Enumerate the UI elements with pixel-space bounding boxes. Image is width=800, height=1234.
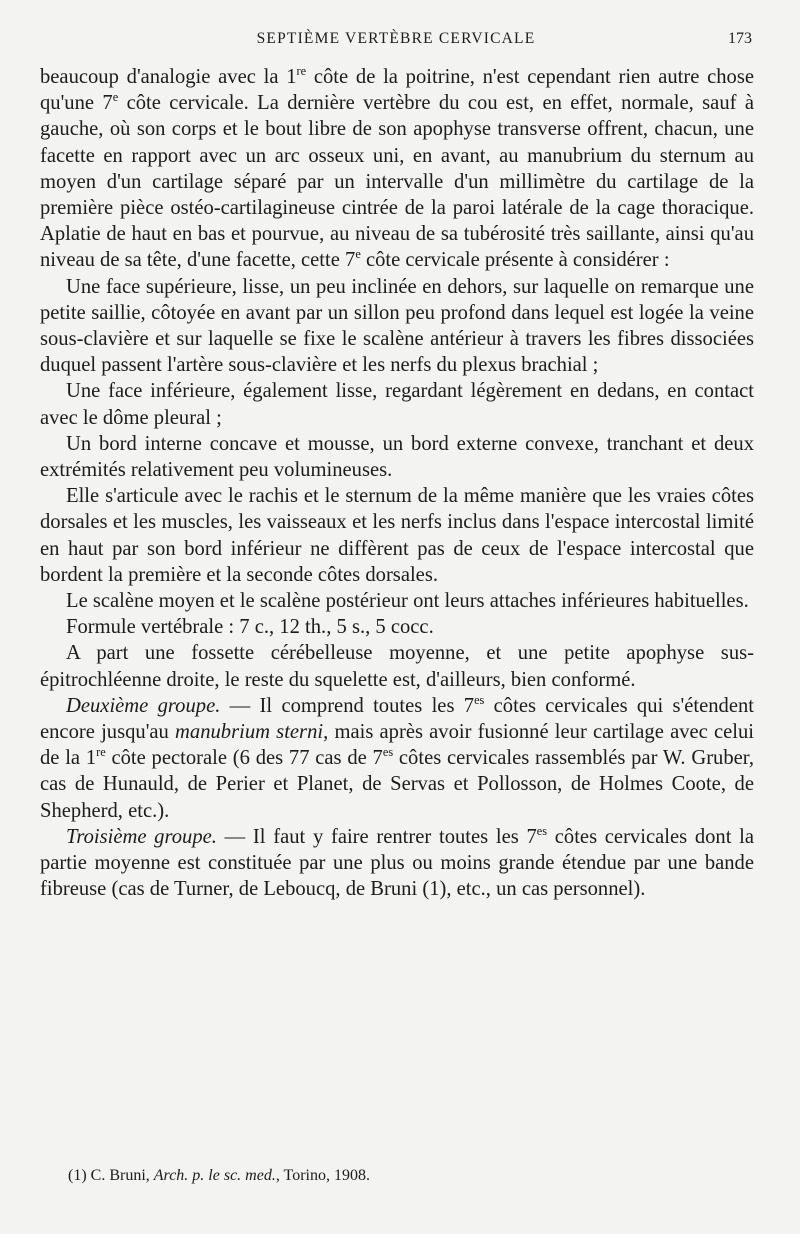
text-run: , mais après avoir fusionné leur cartilage avec celui de la 1 [40, 721, 754, 770]
paragraph [40, 614, 754, 640]
superscript: re [296, 63, 307, 78]
paragraph [40, 431, 754, 483]
text-run: — Il faut y faire rentrer toutes les 7 [216, 825, 537, 848]
body-text [40, 64, 754, 903]
italic-text: manubrium sterni [175, 721, 324, 744]
paragraph [40, 693, 754, 824]
superscript: e [355, 247, 361, 262]
page-number: 173 [728, 30, 752, 47]
footnote [40, 1165, 754, 1187]
text-run: — Il comprend toutes les 7 [220, 694, 475, 717]
paragraph [40, 824, 754, 903]
text-run: côtes cervicales dont la partie moyenne est constituée par une plus ou moins grande étendue par une bande fibreuse (cas de Turner, de Leboucq, de Bruni (1), etc., un cas personnel). [40, 825, 755, 901]
text-run: côte cervicale. La dernière vertèbre du cou est, en effet, normale, sauf à gauche, où son corps et le bout libre de son apophyse transverse offrent, chacun, une facette en rapport avec un arc osseux uni, en avant, au manubrium du sternum au moyen d'un cartilage séparé par un intervalle d'un millimètre du cartilage de la première pièce ostéo-cartilagineuse cintrée de la paroi latérale de la cage thoracique. Aplatie de haut en bas et pourvue, au niveau de sa tubérosité très saillante, ainsi qu'au niveau de sa tête, d'une facette, cette 7 [40, 92, 754, 272]
running-head [40, 30, 752, 54]
text-run: Le scalène moyen et le scalène postérieur ont leurs attaches inférieures habituelles. [66, 590, 749, 613]
paragraph [40, 483, 754, 588]
superscript: es [382, 745, 394, 760]
paragraph [40, 640, 754, 692]
text-run: Elle s'articule avec le rachis et le sternum de la même manière que les vraies côtes dorsales et les muscles, les vaisseaux et les nerfs inclus dans l'espace intercostal limité en haut par son bord inférieur ne diffèrent pas de ceux de l'espace intercostal que bordent la première et la seconde côtes dorsales. [40, 485, 754, 586]
italic-text: Arch. p. le sc. med. [153, 1167, 276, 1184]
superscript: re [96, 745, 106, 760]
text-run: côte de la poitrine, n'est cependant rien autre chose qu'une 7 [40, 66, 755, 115]
text-run: A part une fossette cérébelleuse moyenne, et une petite apophyse sus-épitrochléenne droite, le reste du squelette est, d'ailleurs, bien conformé. [40, 642, 754, 691]
paragraph [40, 378, 754, 430]
text-run: côtes cervicales rassemblés par W. Gruber, cas de Hunauld, de Perier et Planet, de Servas et Pollosson, de Holmes Coote, de Shepherd, etc.). [40, 747, 754, 822]
superscript: es [474, 692, 485, 707]
superscript: es [536, 823, 548, 838]
text-run: côtes cervicales qui s'étendent encore jusqu'au [40, 694, 754, 744]
text-run: (1) C. Bruni, [68, 1167, 154, 1184]
paragraph [40, 274, 754, 379]
text-run: Une face inférieure, également lisse, regardant légèrement en dedans, en contact avec le dôme pleural ; [40, 380, 754, 429]
paragraph [40, 64, 754, 274]
text-run: , Torino, 1908. [275, 1167, 370, 1184]
italic-text: Deuxième groupe. [66, 694, 221, 717]
text-run: côte cervicale présente à considérer : [360, 249, 670, 272]
paragraph [40, 588, 754, 614]
text-run: côte pectorale (6 des 77 cas de 7 [105, 747, 383, 770]
running-title: SEPTIÈME VERTÈBRE CERVICALE [256, 30, 536, 47]
text-run: Formule vertébrale : 7 c., 12 th., 5 s., 5 cocc. [66, 616, 434, 639]
italic-text: Troisième groupe. [66, 825, 217, 848]
text-run: Une face supérieure, lisse, un peu inclinée en dehors, sur laquelle on remarque une petite saillie, côtoyée en avant par un sillon peu profond dans lequel est logée la veine sous-clavière et sur laquelle se fixe le scalène antérieur à travers les fibres dissociées duquel passent l'artère sous-clavière et les nerfs du plexus brachial ; [40, 275, 754, 377]
superscript: e [112, 90, 119, 105]
footnote-text [40, 1165, 754, 1187]
text-run: Un bord interne concave et mousse, un bord externe convexe, tranchant et deux extrémités relativement peu volumineuses. [40, 432, 754, 482]
text-run: beaucoup d'analogie avec la 1 [40, 66, 297, 88]
